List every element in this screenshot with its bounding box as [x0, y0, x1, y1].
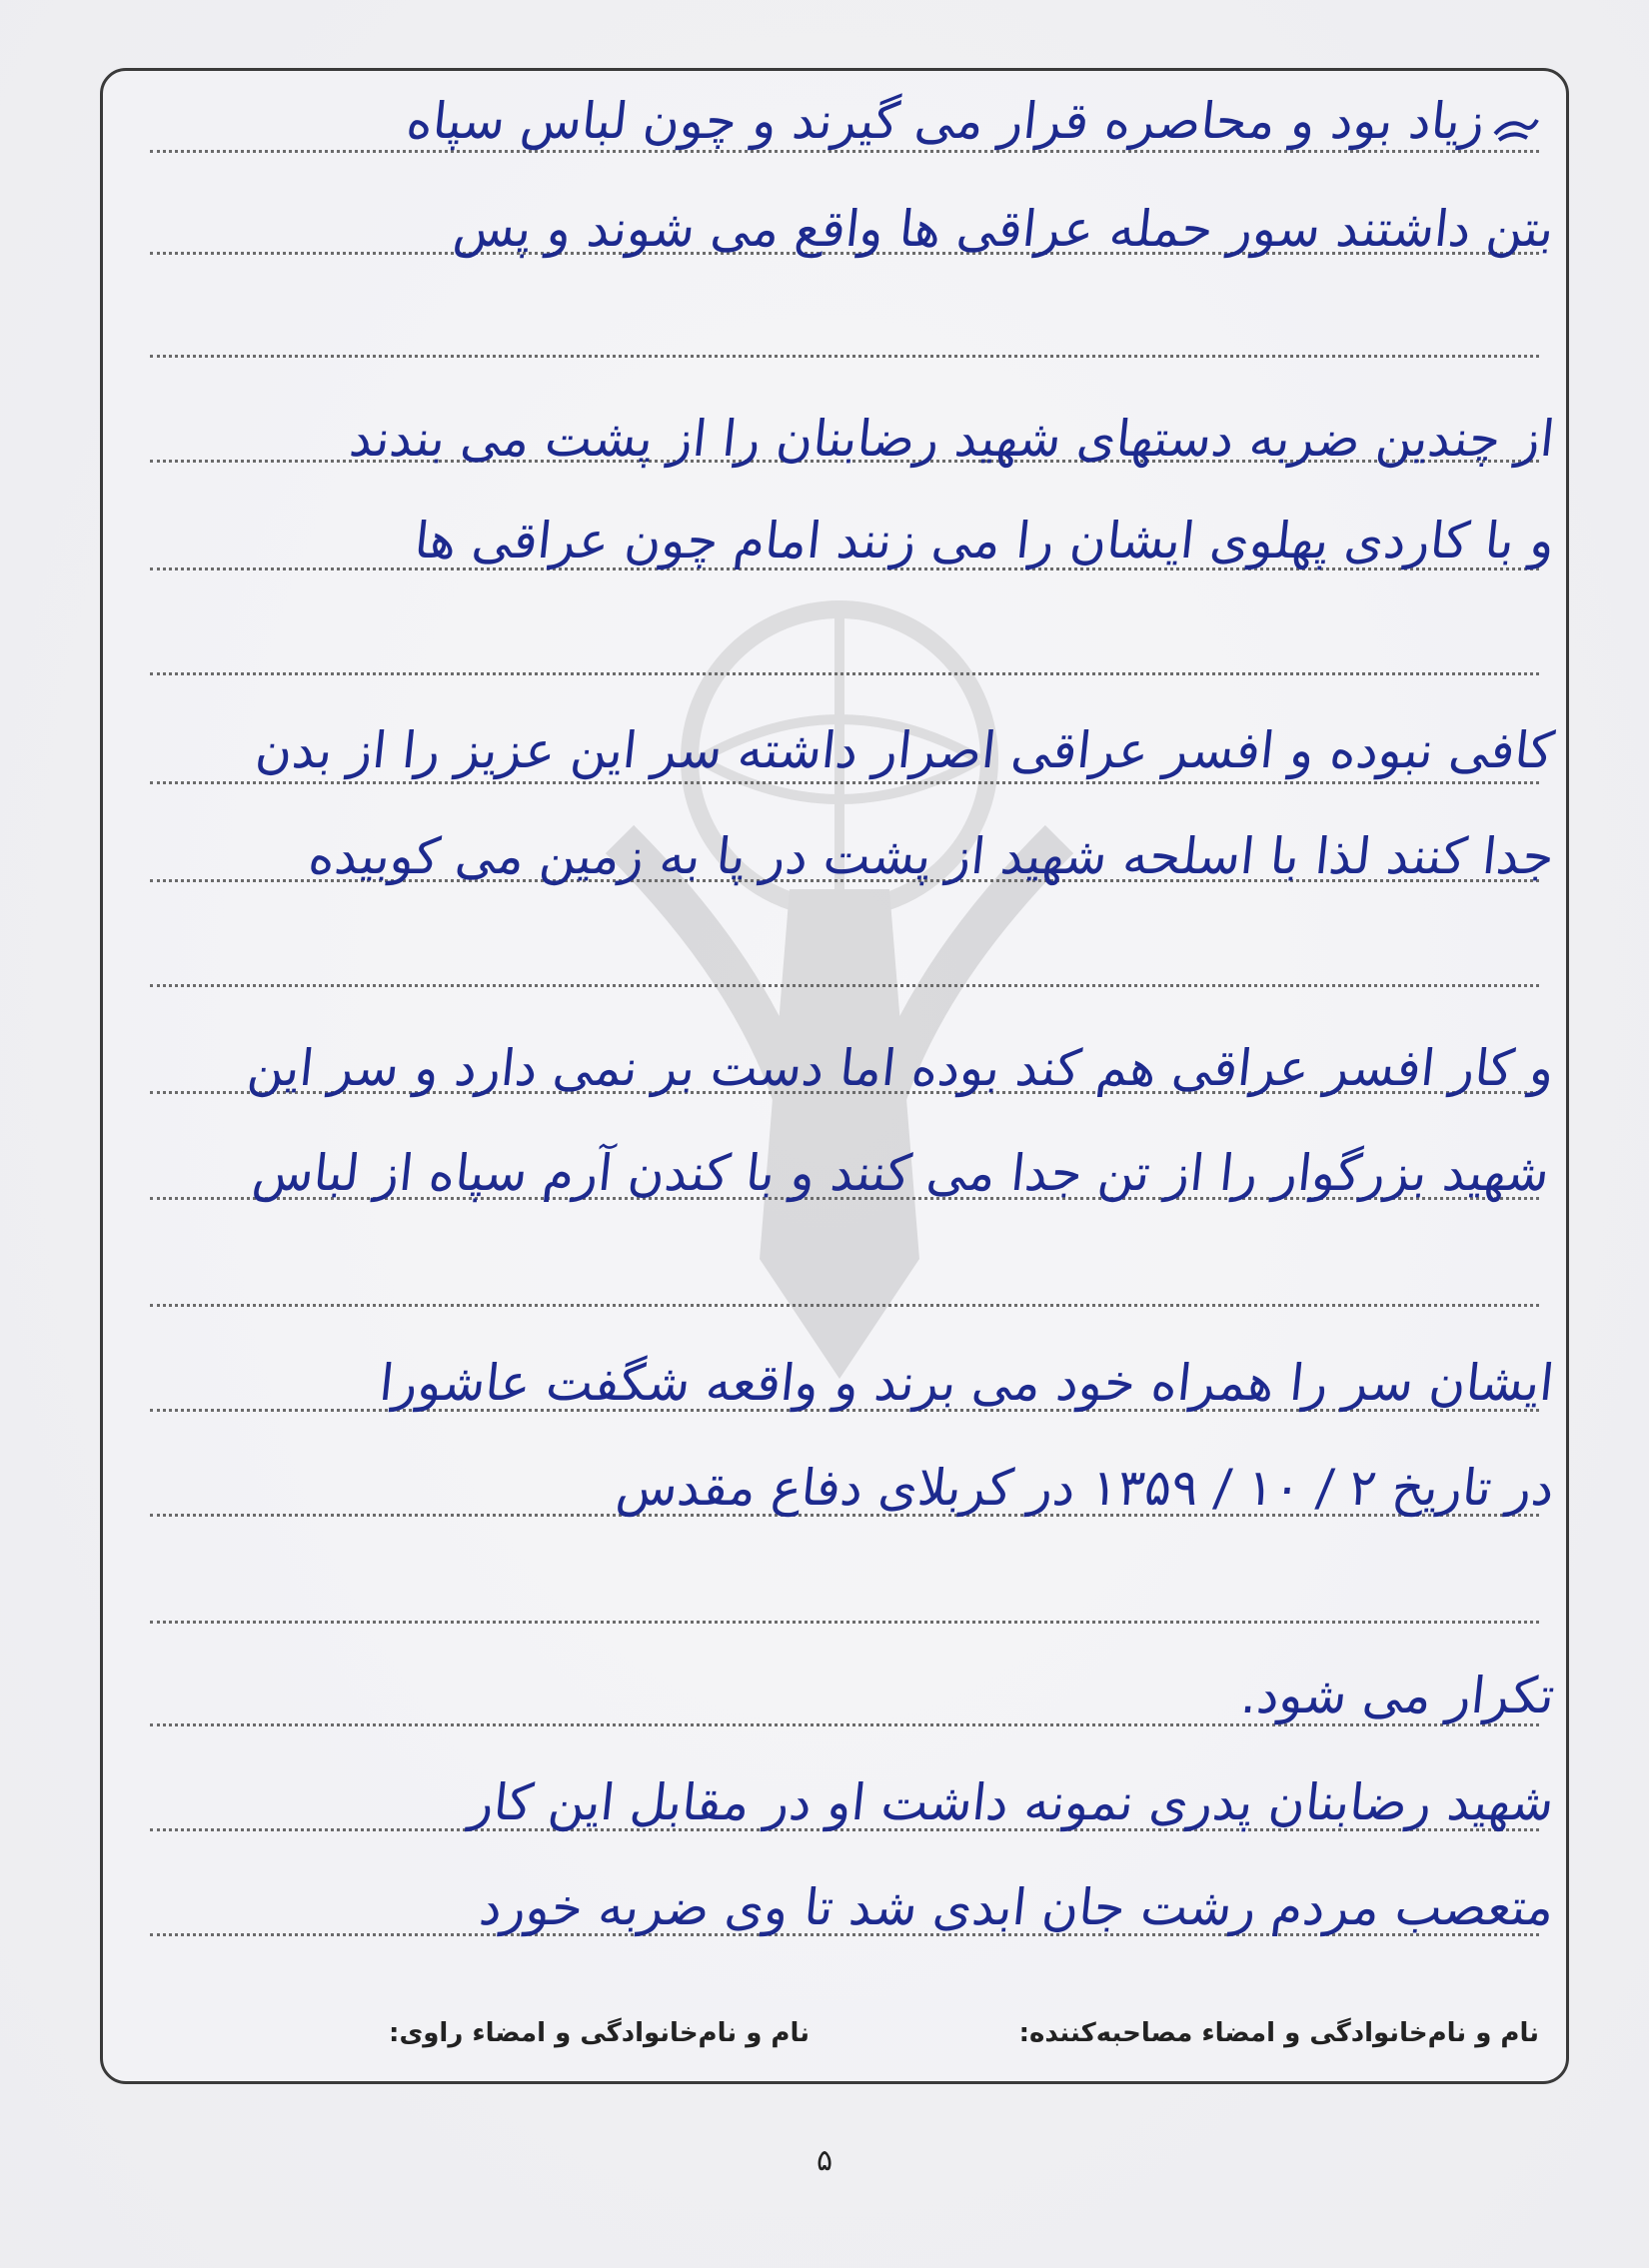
handwritten-line: در تاریخ ۲ / ۱۰ / ۱۳۵۹ در کربلای دفاع مقدس: [614, 1459, 1558, 1517]
handwritten-line: زیاد بود و محاصره قرار می گیرند و چون لباس سپاه: [403, 92, 1488, 150]
handwritten-line: بتن داشتند سور حمله عراقی ها واقع می شوند و پس: [451, 200, 1558, 258]
handwritten-line: شهید بزرگوار را از تن جدا می کنند و با کندن آرم سپاه از لباس: [249, 1144, 1553, 1202]
ruled-line: [150, 984, 1539, 987]
interviewer-signature-label: نام و نام‌خانوادگی و امضاء مصاحبه‌کننده:: [1018, 2018, 1539, 2048]
handwritten-line: تکرار می شود.: [1237, 1667, 1558, 1724]
signature-labels: [130, 2018, 1539, 2058]
handwritten-line: کافی نبوده و افسر عراقی اصرار داشته سر این عزیز را از بدن: [253, 721, 1558, 779]
ruled-line: [150, 150, 1539, 153]
ruled-line: [150, 672, 1539, 675]
ruled-line: [150, 355, 1539, 358]
handwritten-line: از چندین ضربه دستهای شهید رضابنان را از پشت می بندند: [346, 410, 1558, 468]
ruled-line: [150, 781, 1539, 784]
pen-scribble-icon: [1491, 112, 1541, 146]
handwritten-line: ایشان سر را همراه خود می برند و واقعه شگفت عاشورا: [377, 1354, 1558, 1412]
handwritten-line: و با کاردی پهلوی ایشان را می زنند امام چون عراقی ها: [411, 512, 1558, 569]
emblem-watermark: [560, 560, 1119, 1419]
handwritten-line: و کار افسر عراقی هم کند بوده اما دست بر نمی دارد و سر این: [245, 1039, 1558, 1097]
page-number: ۵: [816, 2143, 833, 2178]
narrator-signature-label: نام و نام‌خانوادگی و امضاء راوی:: [389, 2018, 810, 2048]
ruled-line: [150, 1621, 1539, 1624]
handwritten-line: متعصب مردم رشت جان ابدی شد تا وی ضربه خورد: [477, 1878, 1558, 1936]
handwritten-line: جدا کنند لذا با اسلحه شهید از پشت در پا به زمین می کوبیده: [306, 827, 1558, 885]
ruled-line: [150, 1304, 1539, 1307]
handwritten-line: شهید رضابنان پدری نمونه داشت او در مقابل این کار: [467, 1773, 1558, 1831]
